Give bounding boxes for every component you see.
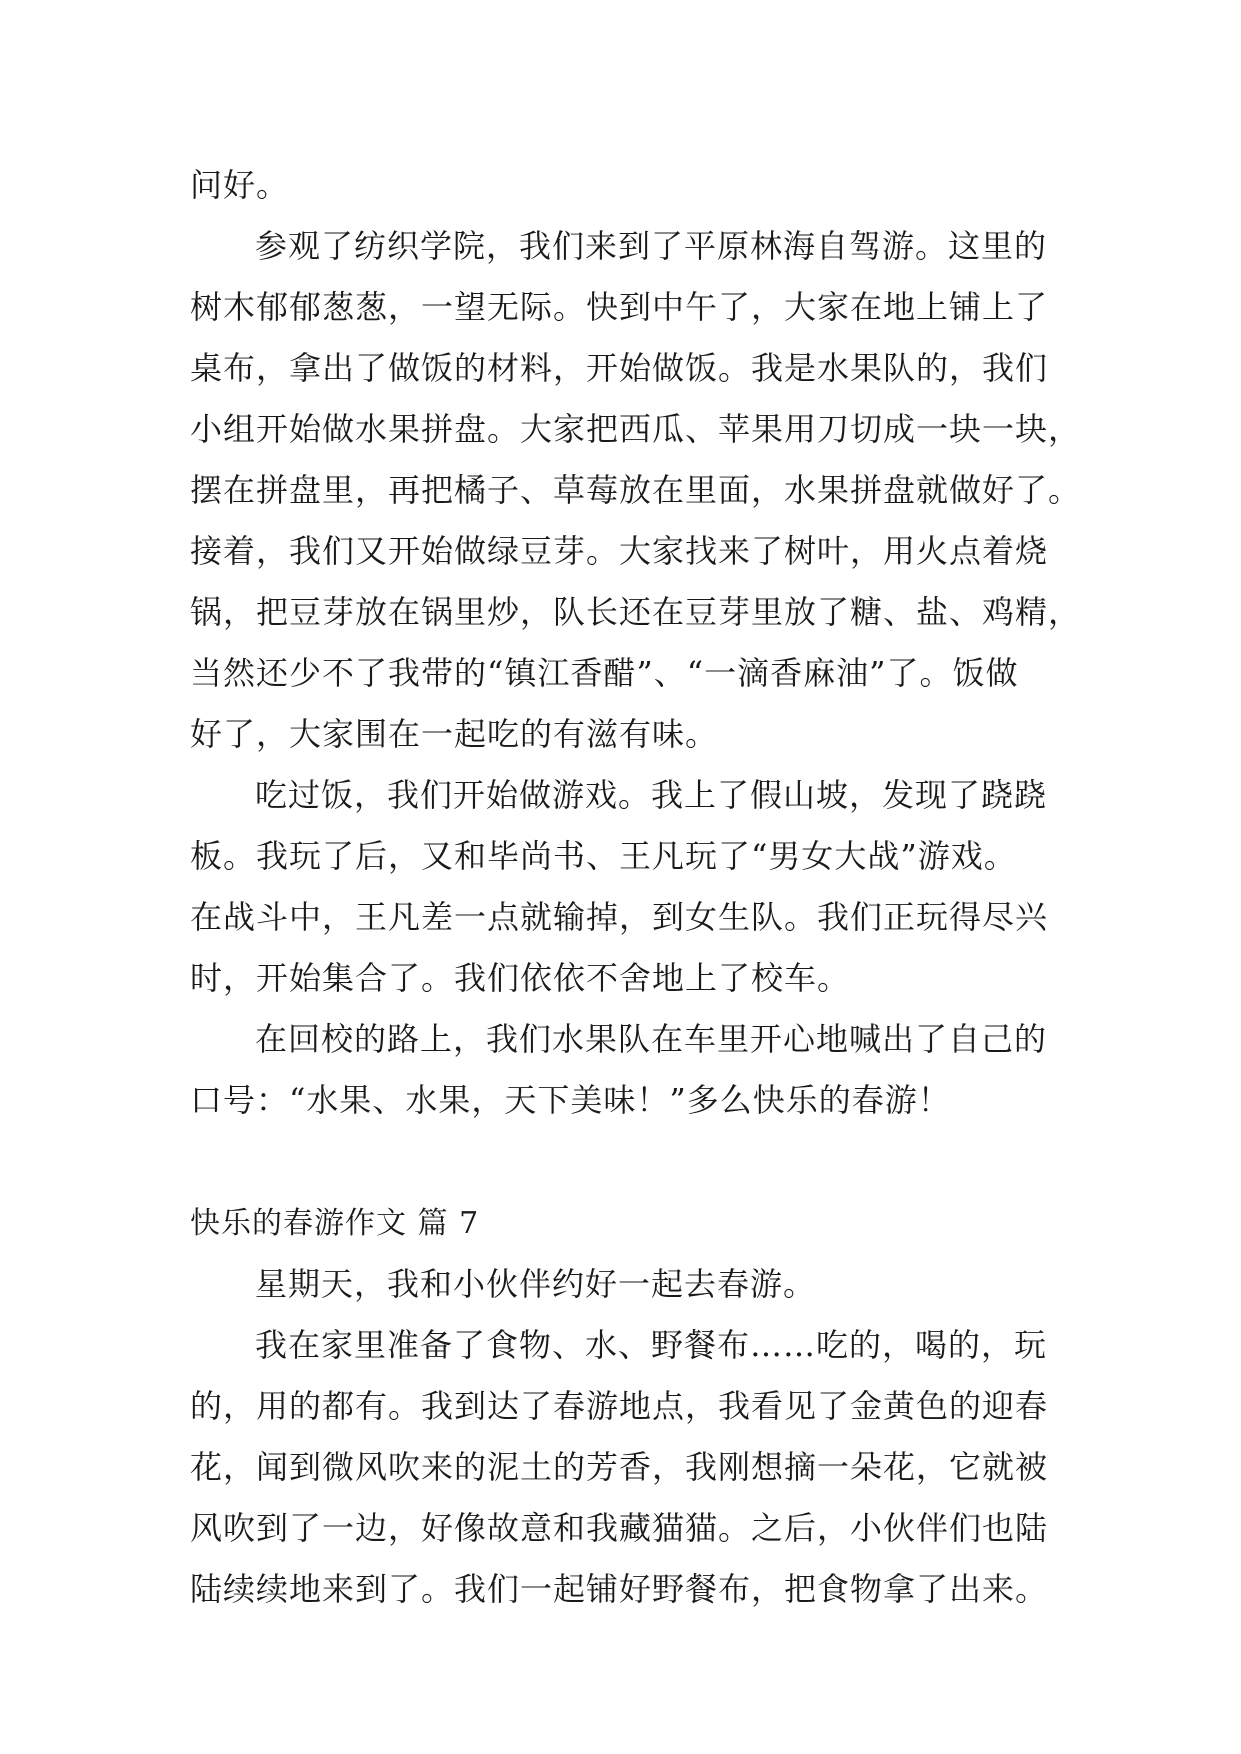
text-line: 吃过饭，我们开始做游戏。我上了假山坡，发现了跷跷 <box>255 776 1048 814</box>
text-line: 我在家里准备了食物、水、野餐布……吃的，喝的，玩 <box>255 1326 1048 1364</box>
text-line: 小组开始做水果拼盘。大家把西瓜、苹果用刀切成一块一块， <box>190 410 1082 448</box>
section-gap <box>190 1131 1050 1193</box>
text-line: 星期天，我和小伙伴约好一起去春游。 <box>255 1265 817 1303</box>
text-line: 接着，我们又开始做绿豆芽。大家找来了树叶，用火点着烧 <box>190 532 1049 570</box>
text-line: 在战斗中，王凡差一点就输掉，到女生队。我们正玩得尽兴 <box>190 898 1049 936</box>
text-line: 时，开始集合了。我们依依不舍地上了校车。 <box>190 959 851 997</box>
text-line: 花，闻到微风吹来的泥土的芳香，我刚想摘一朵花，它就被 <box>190 1448 1049 1486</box>
text-line: 锅，把豆芽放在锅里炒，队长还在豆芽里放了糖、盐、鸡精， <box>190 593 1082 631</box>
text-line: 口号：“水果、水果，天下美味！”多么快乐的春游！ <box>190 1081 951 1119</box>
text-line: 陆续续地来到了。我们一起铺好野餐布，把食物拿了出来。 <box>190 1570 1049 1608</box>
text-line: 好了，大家围在一起吃的有滋有味。 <box>190 715 719 753</box>
paragraph-intro <box>190 1254 1050 1315</box>
paragraph-picnic <box>190 216 1082 765</box>
text-line: 的，用的都有。我到达了春游地点，我看见了金黄色的迎春 <box>190 1387 1049 1425</box>
paragraph-games <box>190 765 1050 1009</box>
text-line: 摆在拼盘里，再把橘子、草莓放在里面，水果拼盘就做好了。 <box>190 471 1082 509</box>
text-line: 问好。 <box>190 166 290 204</box>
text-line: 风吹到了一边，好像故意和我藏猫猫。之后，小伙伴们也陆 <box>190 1509 1049 1547</box>
paragraph-preparation <box>190 1315 1050 1620</box>
text-line: 参观了纺织学院，我们来到了平原林海自驾游。这里的 <box>255 227 1048 265</box>
text-line: 树木郁郁葱葱，一望无际。快到中午了，大家在地上铺上了 <box>190 288 1049 326</box>
text-line: 在回校的路上，我们水果队在车里开心地喊出了自己的 <box>255 1020 1048 1058</box>
text-line: 当然还少不了我带的“镇江香醋”、“一滴香麻油”了。饭做 <box>190 654 1019 692</box>
text-line: 板。我玩了后，又和毕尚书、王凡玩了“男女大战”游戏。 <box>190 837 1017 875</box>
paragraph-return <box>190 1009 1050 1131</box>
text-line: 桌布，拿出了做饭的材料，开始做饭。我是水果队的，我们 <box>190 349 1049 387</box>
document-page <box>190 155 1082 1620</box>
section-heading: 快乐的春游作文 篇 7 <box>190 1206 480 1241</box>
